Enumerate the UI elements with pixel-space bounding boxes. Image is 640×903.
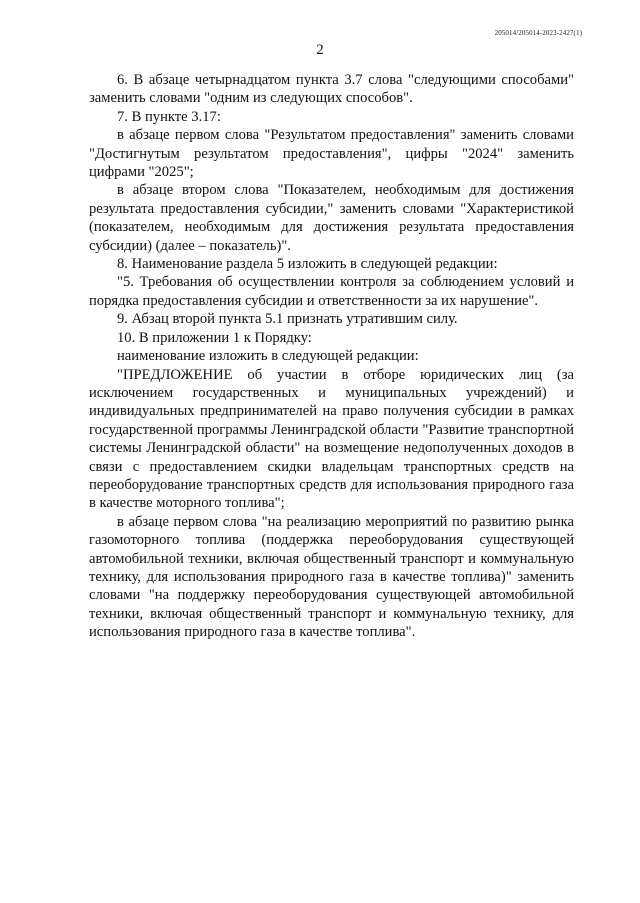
paragraph-item-7-sub-2: в абзаце втором слова "Показателем, необходимым для достижения результата предоставления субсидии," заменить словами "Характеристикой (показателем, необходимым для достижения результата предоставления субсидии) (далее – показатель)".: [89, 182, 574, 254]
paragraph-item-8-quote: "5. Требования об осуществлении контроля за соблюдением условий и порядка предоставления субсидии и ответственности за их нарушение".: [89, 274, 574, 309]
paragraph-item-9: 9. Абзац второй пункта 5.1 признать утратившим силу.: [117, 311, 458, 328]
paragraph-item-7: 7. В пункте 3.17:: [117, 108, 221, 125]
paragraph-item-10-sub-1: наименование изложить в следующей редакции:: [117, 348, 419, 365]
paragraph-item-10: 10. В приложении 1 к Порядку:: [117, 329, 312, 346]
paragraph-item-10-title-quote: "ПРЕДЛОЖЕНИЕ об участии в отборе юридических лиц (за исключением государственных и муниципальных учреждений) и индивидуальных предпринимателей на право получения субсидии в рамках государственной программы Ленинградской области "Развитие транспортной системы Ленинградской области" на возмещение недополученных доходов в связи с предоставлением скидки владельцам транспортных средств на переоборудование транспортных средств для использования природного газа в качестве моторного топлива";: [89, 366, 574, 512]
paragraph-item-10-sub-2: в абзаце первом слова "на реализацию мероприятий по развитию рынка газомоторного топлива (поддержка переоборудования существующей автомобильной техники, включая общественный транспорт и коммунальную технику, для использования природного газа в качестве топлива)" заменить словами "на поддержку переоборудования существующей автомобильной техники, включая общественный транспорт и коммунальную технику, для использования природного газа в качестве топлива".: [89, 513, 574, 641]
document-code: 205014/205014-2023-2427(1): [494, 29, 582, 37]
page-number: 2: [316, 42, 324, 58]
paragraph-item-6: 6. В абзаце четырнадцатом пункта 3.7 слова "следующими способами" заменить словами "одним из следующих способов".: [89, 72, 574, 107]
paragraph-item-7-sub-1: в абзаце первом слова "Результатом предоставления" заменить словами "Достигнутым результатом предоставления", цифры "2024" заменить цифрами "2025";: [89, 127, 574, 181]
document-body: [89, 71, 574, 642]
paragraph-item-8: 8. Наименование раздела 5 изложить в следующей редакции:: [117, 256, 498, 273]
